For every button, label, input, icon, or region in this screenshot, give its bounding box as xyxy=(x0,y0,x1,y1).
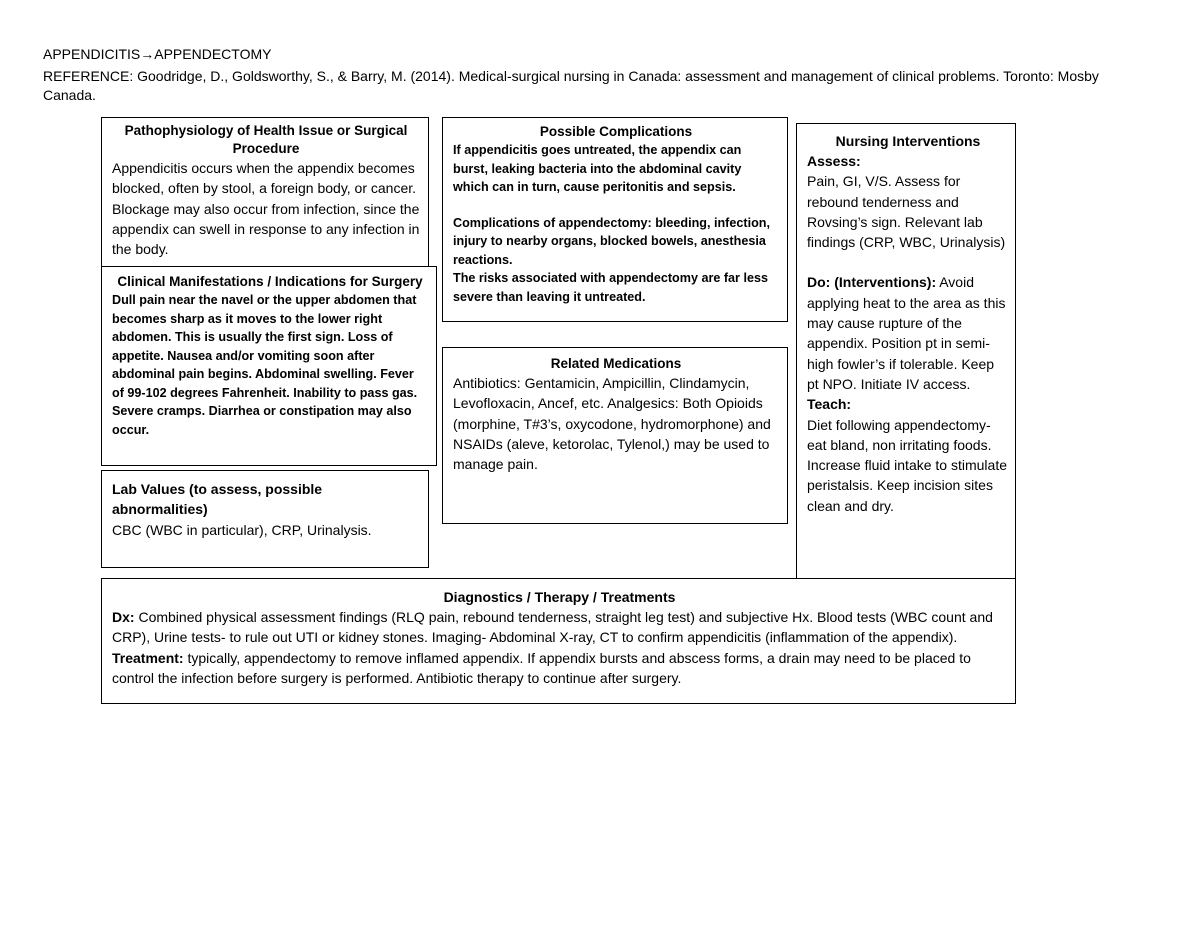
title-part-appendicitis: APPENDICITIS xyxy=(43,46,141,62)
lab-values-box xyxy=(101,470,429,568)
nursing-interventions-box xyxy=(796,123,1016,579)
clinical-manifestations-text: Dull pain near the navel or the upper abdomen that becomes sharp as it moves to the lower right abdomen. This is usually the first sign. Loss of appetite. Nausea and/or vomiting soon after abdominal pain begins. Abdominal swelling. Fever of 99-102 degrees Fahrenheit. Inability to pass gas. Severe cramps. Diarrhea or constipation may also occur. xyxy=(112,293,418,437)
do-interventions xyxy=(807,272,1009,394)
diagnostics-box xyxy=(101,578,1016,704)
lab-values-title: Lab Values (to assess, possible abnormalities) xyxy=(112,481,323,518)
dx-text: Combined physical assessment findings (RLQ pain, rebound tenderness, straight leg test) and subjective Hx. Blood tests (WBC count and CRP), Urine tests- to rule out UTI or kidney stones. Imaging- Abdominal X-ray, CT to confirm appendicitis (inflammation of the appendix). xyxy=(112,609,993,646)
teach-label: Teach: xyxy=(807,396,852,413)
do-text: Avoid applying heat to the area as this may cause rupture of the appendix. Position pt in semi-high fowler’s if tolerable. Keep pt NPO. Initiate IV access. xyxy=(807,274,1006,392)
arrow-icon: → xyxy=(140,46,155,62)
title-part-appendectomy: APPENDECTOMY xyxy=(154,46,272,62)
diagnostics-title: Diagnostics / Therapy / Treatments xyxy=(443,589,676,605)
complications-untreated-text: If appendicitis goes untreated, the appendix can burst, leaking bacteria into the abdominal cavity which can in turn, cause peritonitis and sepsis. xyxy=(453,143,742,194)
complications-surgery-text: Complications of appendectomy: bleeding, infection, injury to nearby organs, blocked bowels, anesthesia reactions. xyxy=(453,215,770,267)
treatment-text: typically, appendectomy to remove inflamed appendix. If appendix bursts and abscess forms, a drain may need to be placed to control the infection before surgery is performed. Antibiotic therapy to continue after surgery. xyxy=(112,649,971,686)
clinical-manifestations-title: Clinical Manifestations / Indications for Surgery xyxy=(117,274,423,289)
clinical-manifestations-box xyxy=(101,266,437,466)
document-title xyxy=(43,46,271,62)
medications-box xyxy=(442,347,788,524)
lab-values-text: CBC (WBC in particular), CRP, Urinalysis. xyxy=(112,521,372,538)
complications-title: Possible Complications xyxy=(539,124,693,139)
pathophysiology-title: Pathophysiology of Health Issue or Surgical Procedure xyxy=(124,123,408,156)
teach-text: Diet following appendectomy- eat bland, non irritating foods. Increase fluid intake to stimulate peristalsis. Keep incision sites clean and dry. xyxy=(807,416,1007,514)
reference-citation: REFERENCE: Goodridge, D., Goldsworthy, S., & Barry, M. (2014). Medical-surgical nursing in Canada: assessment and management of clinical problems. Toronto: Mosby Canada. xyxy=(43,68,1099,103)
treatment-label: Treatment: xyxy=(112,649,184,666)
nursing-interventions-title: Nursing Interventions xyxy=(835,133,981,149)
medications-title: Related Medications xyxy=(550,356,682,371)
dx-label: Dx: xyxy=(112,609,135,625)
pathophysiology-text: Appendicitis occurs when the appendix becomes blocked, often by stool, a foreign body, or cancer. Blockage may also occur from infection, since the appendix can swell in response to any infection in the body. xyxy=(112,160,420,258)
diagnostics-text xyxy=(112,607,1007,688)
do-label: Do: (Interventions): xyxy=(807,274,937,291)
assess-text: Pain, GI, V/S. Assess for rebound tenderness and Rovsing’s sign. Relevant lab findings (CRP, WBC, Urinalysis) xyxy=(807,173,1006,251)
complications-risk-text: The risks associated with appendectomy are far less severe than leaving it untreated. xyxy=(453,271,768,304)
complications-box xyxy=(442,117,788,322)
medications-text: Antibiotics: Gentamicin, Ampicillin, Clindamycin, Levofloxacin, Ancef, etc. Analgesics: Both Opioids (morphine, T#3’s, oxycodone, hydromorphone) and NSAIDs (aleve, ketorolac, Tylenol,) may be used to manage pain. xyxy=(453,375,771,473)
assess-label: Assess: xyxy=(807,153,861,169)
pathophysiology-box xyxy=(101,117,429,269)
